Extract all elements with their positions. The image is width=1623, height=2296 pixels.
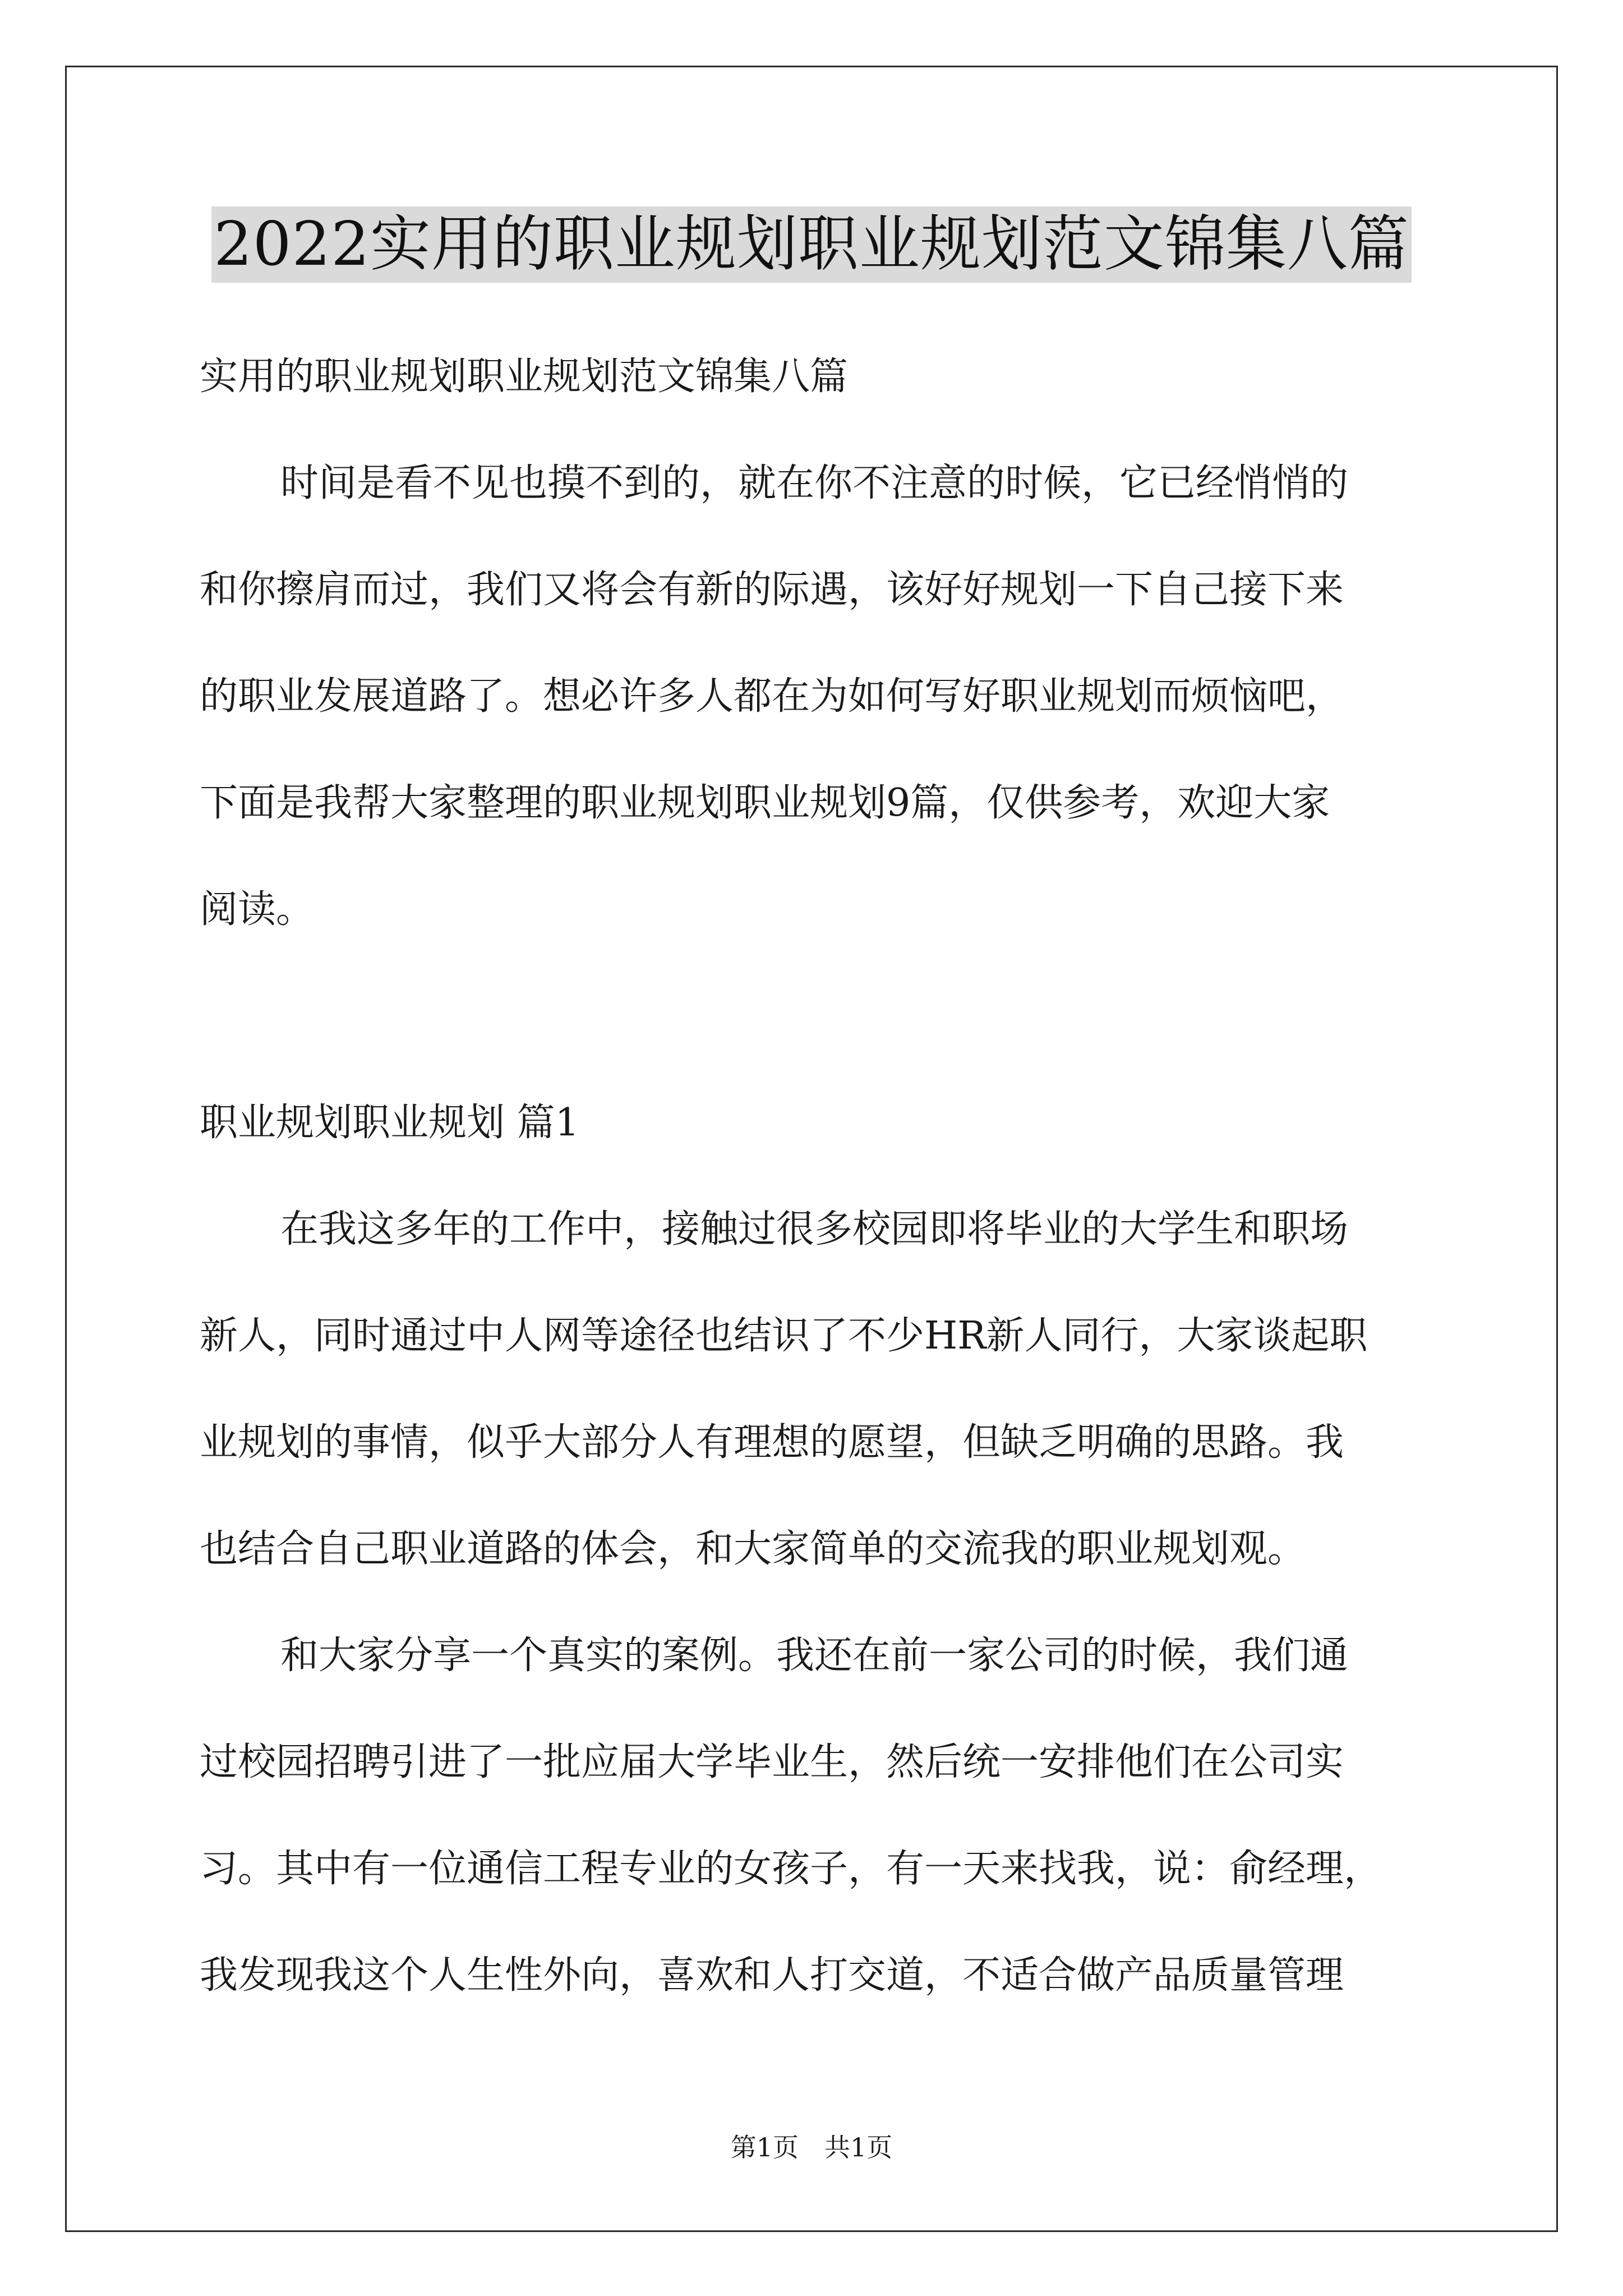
title-container: [0, 206, 1623, 283]
paragraph-line: 过校园招聘引进了一批应届大学毕业生，然后统一安排他们在公司实: [200, 1740, 1344, 1784]
intro-line: 的职业发展道路了。想必许多人都在为如何写好职业规划而烦恼吧，: [200, 674, 1344, 719]
paragraph-line: 新人，同时通过中人网等途径也结识了不少HR新人同行，大家谈起职: [200, 1314, 1368, 1358]
document-title: 2022实用的职业规划职业规划范文锦集八篇: [211, 206, 1412, 283]
intro-line: 时间是看不见也摸不到的，就在你不注意的时候，它已经悄悄的: [280, 461, 1349, 505]
paragraph-line: 我发现我这个人生性外向，喜欢和人打交道，不适合做产品质量管理: [200, 1953, 1344, 1998]
paragraph-line: 和大家分享一个真实的案例。我还在前一家公司的时候，我们通: [280, 1634, 1349, 1678]
paragraph-line: 在我这多年的工作中，接触过很多校园即将毕业的大学生和职场: [280, 1207, 1349, 1251]
paragraph-line: 业规划的事情，似乎大部分人有理想的愿望，但缺乏明确的思路。我: [200, 1420, 1344, 1465]
paragraph-line: 也结合自己职业道路的体会，和大家简单的交流我的职业规划观。: [200, 1527, 1306, 1571]
paragraph-line: 习。其中有一位通信工程专业的女孩子，有一天来找我，说：俞经理，: [200, 1847, 1382, 1891]
intro-line: 下面是我帮大家整理的职业规划职业规划9篇，仅供参考，欢迎大家: [200, 781, 1330, 825]
intro-line: 阅读。: [200, 887, 315, 932]
page-footer: 第1页 共1页: [730, 2132, 893, 2162]
section-heading: 职业规划职业规划 篇1: [200, 1101, 579, 1145]
intro-line: 和你擦肩而过，我们又将会有新的际遇，该好好规划一下自己接下来: [200, 568, 1344, 612]
document-subtitle: 实用的职业规划职业规划范文锦集八篇: [200, 355, 849, 399]
